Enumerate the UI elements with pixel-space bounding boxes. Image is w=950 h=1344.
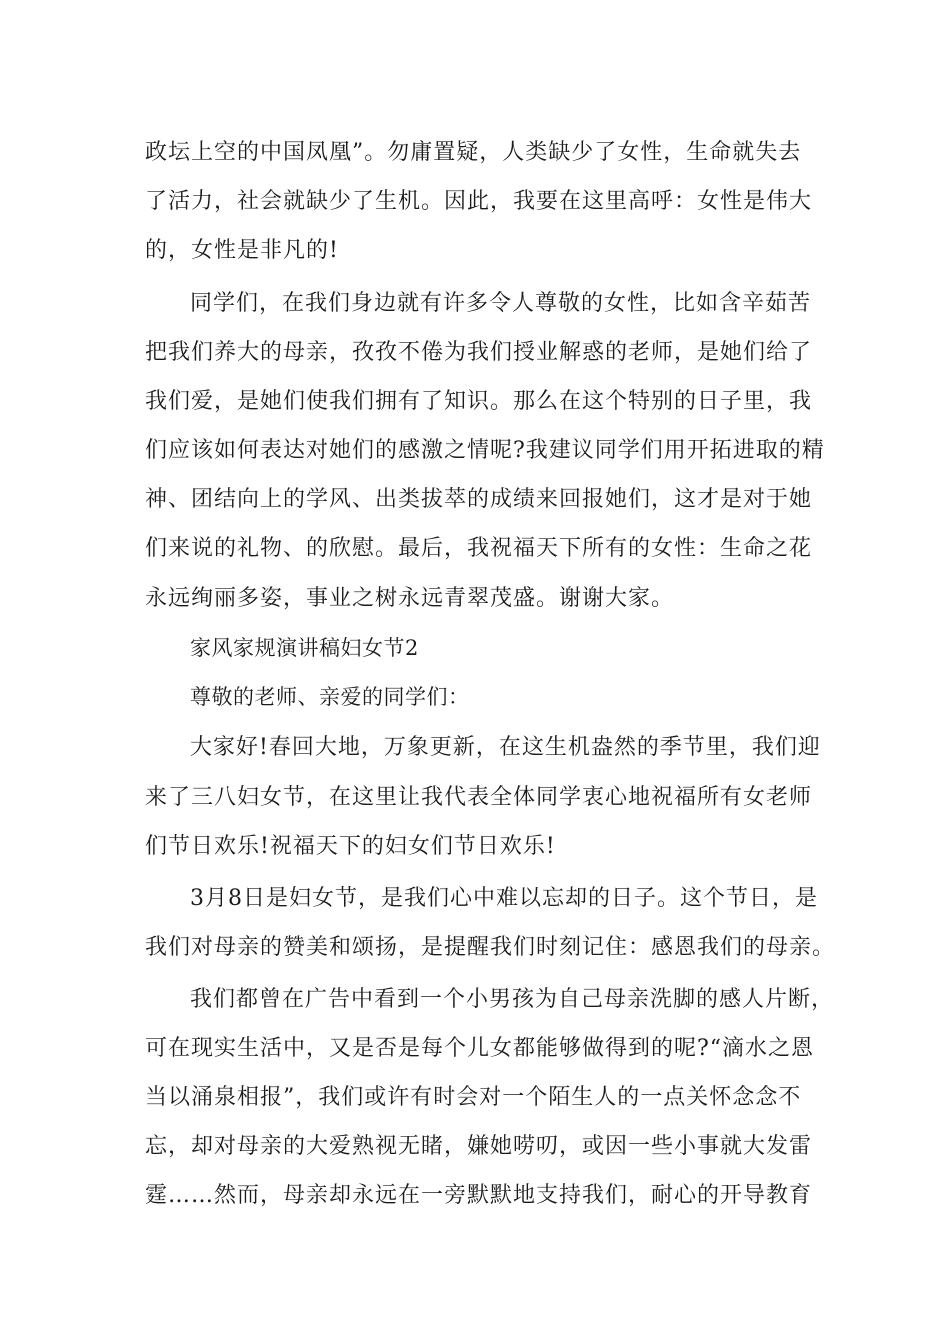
text-line: 们节日欢乐!祝福天下的妇女们节日欢乐! <box>145 834 556 859</box>
text-line: 忘，却对母亲的大爱熟视无睹，嫌她唠叨，或因一些小事就大发雷 <box>145 1134 813 1159</box>
text-line: 3月8日是妇女节，是我们心中难以忘却的日子。这个节日，是 <box>190 886 818 911</box>
section-heading: 家风家规演讲稿妇女节2 <box>190 636 419 660</box>
text-line: 来了三八妇女节，在这里让我代表全体同学衷心地祝福所有女老师 <box>145 785 813 810</box>
text-line: 们来说的礼物、的欣慰。最后，我祝福天下所有的女性：生命之花 <box>145 536 813 561</box>
text-line: 政坛上空的中国凤凰”。勿庸置疑，人类缺少了女性，生命就失去 <box>145 140 802 165</box>
text-line: 我们爱，是她们使我们拥有了知识。那么在这个特别的日子里，我 <box>145 389 813 414</box>
text-line: 同学们，在我们身边就有许多令人尊敬的女性，比如含辛茹苦 <box>190 291 812 316</box>
text-line: 可在现实生活中，又是否是每个儿女都能够做得到的呢?“滴水之恩 <box>145 1036 815 1061</box>
text-line: 神、团结向上的学风、出类拔萃的成绩来回报她们，这才是对于她 <box>145 487 813 512</box>
text-line: 的，女性是非凡的! <box>145 238 339 263</box>
text-line: 我们都曾在广告中看到一个小男孩为自己母亲洗脚的感人片断， <box>190 987 835 1012</box>
text-line: 大家好!春回大地，万象更新，在这生机盎然的季节里，我们迎 <box>190 735 821 760</box>
text-line: 我们对母亲的赞美和颂扬，是提醒我们时刻记住：感恩我们的母亲。 <box>145 935 836 960</box>
text-line: 永远绚丽多姿，事业之树永远青翠茂盛。谢谢大家。 <box>145 586 675 611</box>
text-line: 霆……然而，母亲却永远在一旁默默地支持我们，耐心的开导教育 <box>145 1183 813 1208</box>
text-line: 了活力，社会就缺少了生机。因此，我要在这里高呼：女性是伟大 <box>145 189 813 214</box>
text-line: 们应该如何表达对她们的感激之情呢?我建议同学们用开拓进取的精 <box>145 438 825 463</box>
text-line: 把我们养大的母亲，孜孜不倦为我们授业解惑的老师，是她们给了 <box>145 340 813 365</box>
salutation: 尊敬的老师、亲爱的同学们： <box>190 685 470 709</box>
text-line: 当以涌泉相报”，我们或许有时会对一个陌生人的一点关怀念念不 <box>145 1085 802 1110</box>
